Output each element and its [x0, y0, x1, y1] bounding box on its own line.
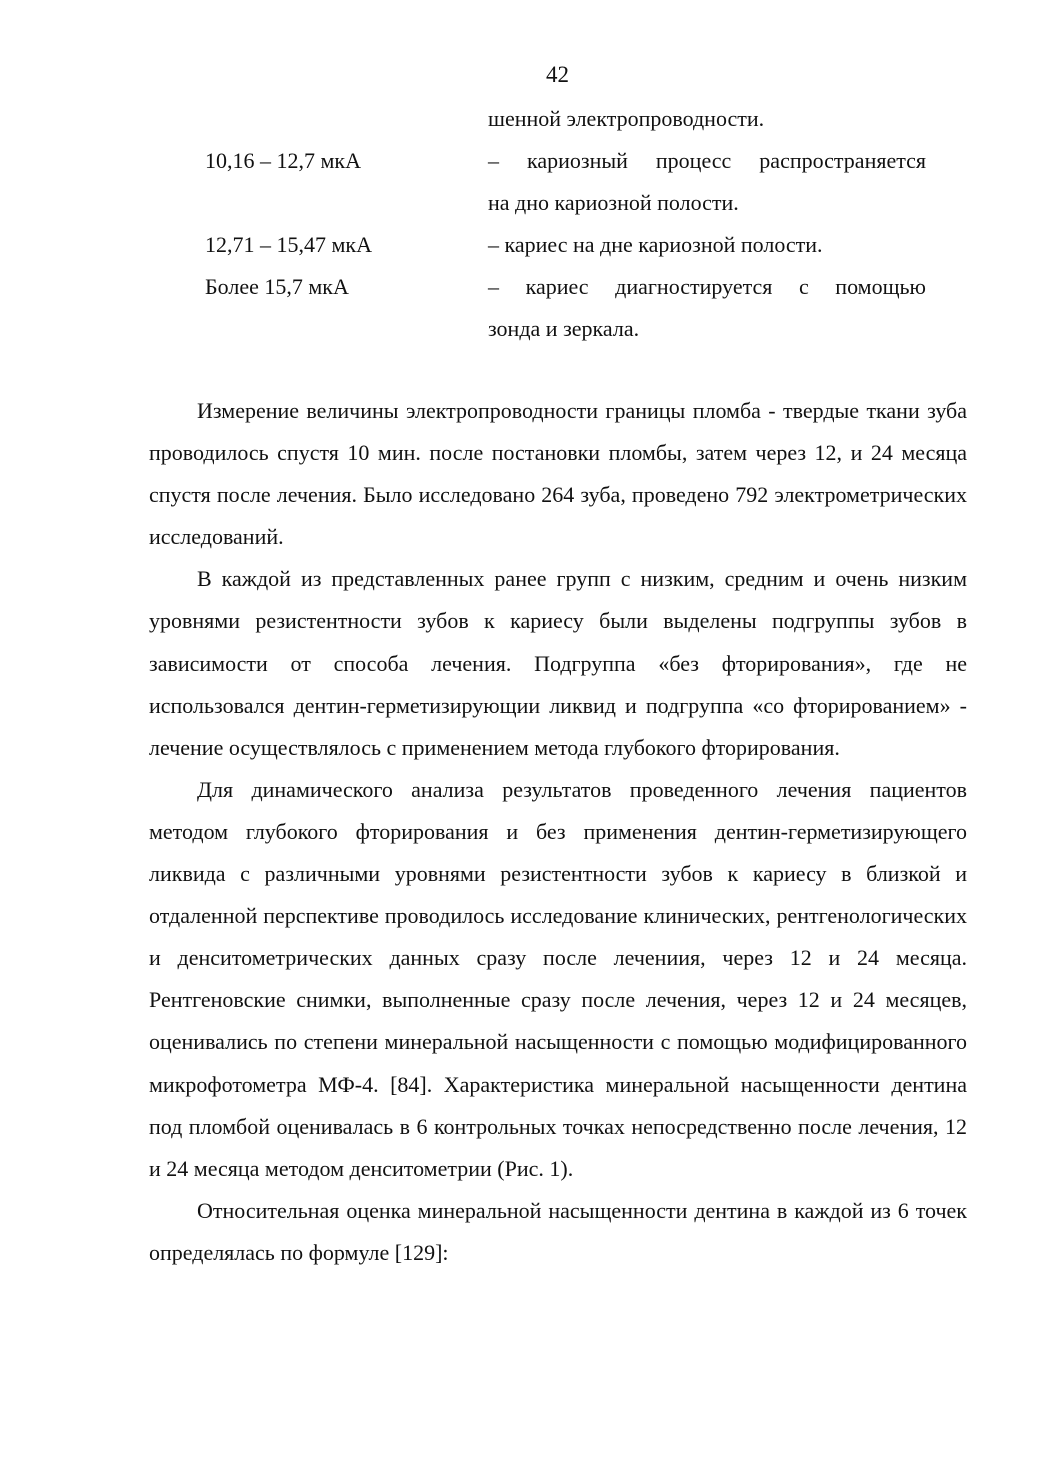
- definition-text: – кариес на дне кариозной полости.: [488, 232, 823, 257]
- paragraph-dynamic-analysis: Для динамического анализа результатов проведенного лечения пациентов методом глубокого фторирования и без применения дентин-герметизирующего ликвида с различными уровнями резистентности зубов к кариесу в близкой и отдаленной перспективе проводилось исследование клинических, рентгенологических и денситометрических данных сразу после лечениия, через 12 и 24 месяца. Рентгеновские снимки, выполненные сразу после лечения, через 12 и 24 месяцев, оценивались по степени минеральной насыщенности с помощью модифицированного микрофотометра МФ-4. [84]. Характеристика минеральной насыщенности дентина под пломбой оценивалась в 6 контрольных точках непосредственно после лечения, 12 и 24 месяца методом денситометрии (Рис. 1).: [149, 776, 967, 1181]
- definition-text: на дно кариозной полости.: [488, 190, 739, 215]
- definition-row: [0, 182, 1040, 224]
- definition-table: [0, 98, 1040, 350]
- paragraph-measurement: Измерение величины электропроводности границы пломба - твердые ткани зуба проводилось спустя 10 мин. после постановки пломбы, затем через 12, и 24 месяца спустя после лечения. Было исследовано 264 зуба, проведено 792 электрометрических исследований.: [149, 398, 967, 550]
- definition-text: – кариес диагностируется с помощью: [488, 274, 926, 299]
- definition-text: зонда и зеркала.: [488, 316, 640, 341]
- definition-row: [0, 266, 1040, 308]
- definition-row: [0, 308, 1040, 350]
- definition-range: Более 15,7 мкА: [205, 274, 349, 299]
- definition-text: шенной электропроводности.: [488, 106, 765, 131]
- body-text: [149, 390, 967, 1274]
- definition-range: 12,71 – 15,47 мкА: [205, 232, 372, 257]
- page-number: 42: [546, 62, 569, 87]
- definition-row: [0, 140, 1040, 182]
- paragraph-subgroups: В каждой из представленных ранее групп с низким, средним и очень низким уровнями резистентности зубов к кариесу были выделены подгруппы зубов в зависимости от способа лечения. Подгруппа «без фторирования», где не использовался дентин-герметизирующии ликвид и подгруппа «со фторированием» - лечение осуществлялось с применением метода глубокого фторирования.: [149, 566, 967, 760]
- definition-row: [0, 224, 1040, 266]
- definition-row: [0, 98, 1040, 140]
- paragraph-formula-intro: Относительная оценка минеральной насыщенности дентина в каждой из 6 точек определялась по формуле [129]:: [149, 1197, 967, 1265]
- definition-text: – кариозный процесс распространяется: [488, 148, 926, 173]
- definition-range: 10,16 – 12,7 мкА: [205, 148, 361, 173]
